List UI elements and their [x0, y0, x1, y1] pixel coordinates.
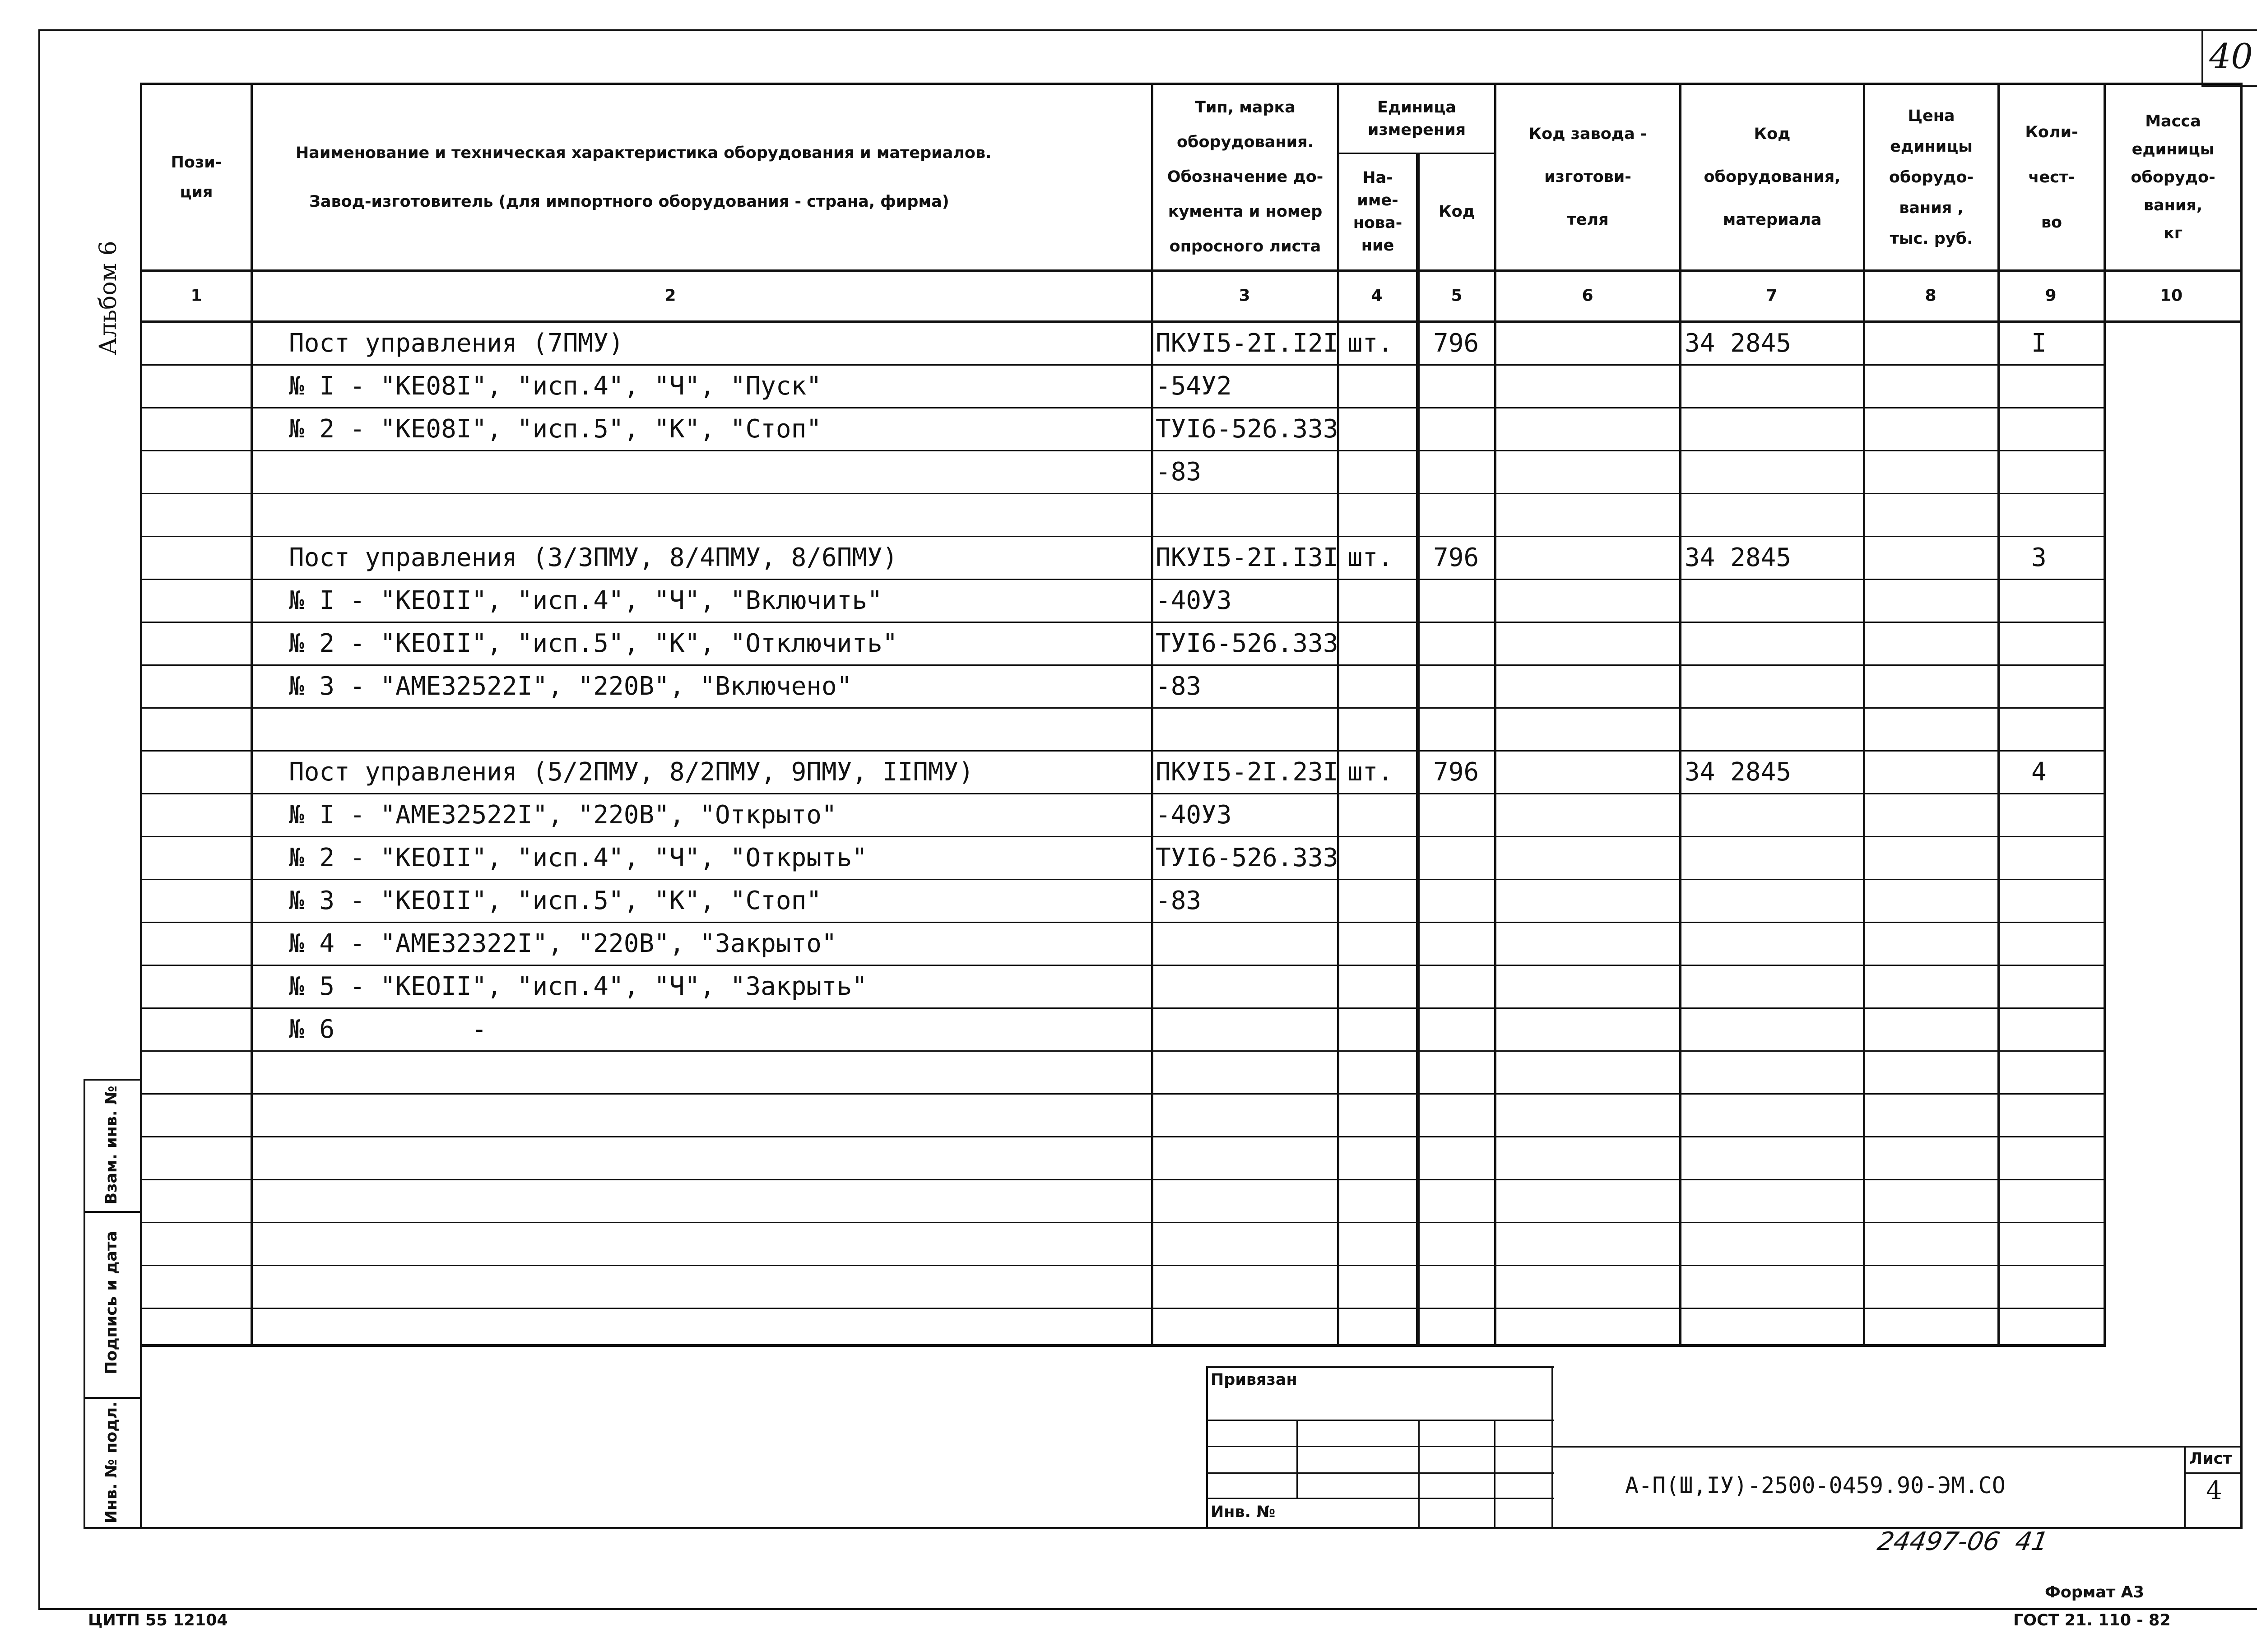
tb-h3	[1206, 1472, 1554, 1474]
tb-doc-code: А-П(Ш,IУ)-2500-0459.90-ЭМ.СО	[1625, 1472, 2006, 1499]
cell-name: № 3 - "КЕОII", "исп.5", "К", "Стоп"	[289, 886, 822, 915]
cell-name: № 2 - "КЕ08I", "исп.5", "К", "Стоп"	[289, 414, 822, 444]
cell-code: 796	[1433, 543, 1479, 572]
col-divider-8	[1997, 83, 2000, 1346]
cell-unit: шт.	[1347, 543, 1393, 572]
archive-number: 24497-06 41	[1875, 1527, 2051, 1556]
tb-privyazan-label: Привязан	[1211, 1371, 1297, 1389]
row-separator	[140, 1050, 2106, 1052]
cell-code: 796	[1433, 329, 1479, 358]
col-divider-9	[2104, 83, 2106, 1346]
stamp-left	[84, 1079, 85, 1529]
row-separator	[140, 750, 2106, 752]
header-col6: Код завода - изготови- теля	[1528, 125, 1647, 229]
tb-list-div	[2184, 1472, 2243, 1474]
cell-type: -40У3	[1156, 800, 1232, 830]
row-separator	[140, 1093, 2106, 1095]
cell-name: № I - "КЕ08I", "исп.4", "Ч", "Пуск"	[289, 371, 822, 401]
row-separator	[140, 450, 2106, 451]
tb-h2	[1206, 1446, 1554, 1447]
colnum-8: 8	[1925, 286, 1937, 305]
stamp-inv-label: Инв. № подл.	[102, 1401, 121, 1524]
table-right	[2240, 83, 2243, 1529]
row-separator	[140, 879, 2106, 880]
tb-v3	[1494, 1420, 1495, 1529]
tb-v2	[1418, 1420, 1420, 1529]
row-separator	[140, 922, 2106, 923]
colnum-2: 2	[664, 286, 676, 305]
cell-qty: 4	[2031, 757, 2047, 787]
header-col9: Коли- чест- во	[2025, 123, 2078, 232]
stamp-inner	[141, 1079, 142, 1529]
cell-type: -40У3	[1156, 586, 1232, 615]
cell-qty: 3	[2031, 543, 2047, 572]
colnum-3: 3	[1239, 286, 1250, 305]
cell-name: № I - "КЕОII", "исп.4", "Ч", "Включить"	[289, 586, 882, 615]
row-separator	[140, 707, 2106, 709]
cell-type: ПКУI5-2I.23I	[1156, 757, 1338, 787]
cell-name: № 3 - "АМЕ32522I", "220В", "Включено"	[289, 672, 852, 701]
cell-equip-code: 34 2845	[1685, 543, 1792, 572]
header-col2: Наименование и техническая характеристика оборудования и материалов. Завод-изготовитель (для импортного оборудования - страна, фирма)	[296, 144, 992, 211]
col-divider-2	[1151, 83, 1153, 1346]
colnum-5: 5	[1451, 286, 1463, 305]
cell-unit: шт.	[1347, 329, 1393, 358]
cell-type: ПКУI5-2I.I3I	[1156, 543, 1338, 572]
body-bottom	[140, 1344, 2106, 1347]
colnum-10: 10	[2159, 286, 2183, 305]
colnum-4: 4	[1371, 286, 1383, 305]
footer-left: ЦИТП 55 12104	[88, 1611, 228, 1629]
cell-name: Пост управления (5/2ПМУ, 8/2ПМУ, 9ПМУ, IIПМУ)	[289, 757, 974, 787]
header-col10: Масса единицы оборудо- вания, кг	[2131, 112, 2215, 242]
tb-privyazan-top	[1206, 1366, 1554, 1368]
tb-h4	[1206, 1498, 1554, 1499]
cell-code: 796	[1433, 757, 1479, 787]
cell-type: ТУI6-526.333	[1156, 414, 1338, 444]
row-separator	[140, 622, 2106, 623]
row-separator	[140, 1222, 2106, 1223]
cell-type: -83	[1156, 672, 1202, 701]
cell-name: № I - "АМЕ32522I", "220В", "Открыто"	[289, 800, 837, 830]
row-separator	[140, 579, 2106, 580]
corner-sheet-number: 40	[2209, 36, 2253, 76]
cell-name: № 2 - "КЕОII", "исп.5", "К", "Отключить"	[289, 629, 898, 658]
row-separator	[140, 664, 2106, 666]
colnum-bottom	[140, 320, 2243, 323]
header-bottom	[140, 269, 2243, 272]
row-separator	[140, 1136, 2106, 1137]
row-separator	[140, 1308, 2106, 1309]
tb-list-number: 4	[2206, 1476, 2222, 1505]
tb-privyazan-left	[1206, 1366, 1208, 1529]
cell-equip-code: 34 2845	[1685, 757, 1792, 787]
header-col4: На- име- нова- ние	[1353, 169, 1402, 255]
footer-gost: ГОСТ 21. 110 - 82	[2013, 1611, 2171, 1629]
cell-type: -54У2	[1156, 371, 1232, 401]
cell-qty: I	[2031, 329, 2047, 358]
row-separator	[140, 1179, 2106, 1180]
header-col7: Код оборудования, материала	[1704, 125, 1841, 229]
cell-type: ПКУI5-2I.I2I	[1156, 329, 1338, 358]
row-separator	[140, 836, 2106, 837]
header-col8: Цена единицы оборудо- вания , тыс. руб.	[1889, 107, 1974, 248]
stamp-podpis-label: Подпись и дата	[102, 1231, 121, 1374]
row-separator	[140, 1007, 2106, 1009]
cell-equip-code: 34 2845	[1685, 329, 1792, 358]
header-col3: Тип, марка оборудования. Обозначение до- кумента и номер опросного листа	[1167, 98, 1324, 255]
outer-frame-top	[38, 29, 2257, 31]
row-separator	[140, 1265, 2106, 1266]
outer-frame-bottom	[38, 1608, 2257, 1610]
col-divider-1	[251, 83, 253, 1346]
cell-name: № 6 -	[289, 1015, 487, 1044]
cell-name: № 4 - "АМЕ32322I", "220В", "Закрыто"	[289, 929, 837, 958]
cell-type: ТУI6-526.333	[1156, 629, 1338, 658]
header-col5: Код	[1439, 203, 1475, 221]
colnum-9: 9	[2045, 286, 2057, 305]
header-unit-group: Единица измерения	[1367, 98, 1466, 139]
cell-name: № 5 - "КЕОII", "исп.4", "Ч", "Закрыть"	[289, 972, 868, 1001]
row-separator	[140, 493, 2106, 494]
tb-h1	[1206, 1420, 1554, 1421]
footer-format: Формат А3	[2045, 1583, 2144, 1601]
cell-name: Пост управления (7ПМУ)	[289, 329, 624, 358]
tb-list-label: Лист	[2189, 1450, 2232, 1468]
tb-main-top	[1551, 1446, 2243, 1448]
row-separator	[140, 364, 2106, 366]
col-divider-6	[1679, 83, 1681, 1346]
tb-privyazan-right	[1551, 1366, 1553, 1529]
row-separator	[140, 965, 2106, 966]
col-divider-5	[1494, 83, 1496, 1346]
cell-type: ТУI6-526.333	[1156, 843, 1338, 872]
row-separator	[140, 407, 2106, 408]
row-separator	[140, 793, 2106, 794]
colnum-6: 6	[1582, 286, 1593, 305]
colnum-7: 7	[1766, 286, 1778, 305]
cell-name: № 2 - "КЕОII", "исп.4", "Ч", "Открыть"	[289, 843, 868, 872]
col-divider-7	[1863, 83, 1865, 1346]
album-label: Альбом 6	[95, 241, 122, 355]
cell-type: -83	[1156, 886, 1202, 915]
col-divider-3	[1337, 83, 1339, 1346]
col-divider-4	[1416, 153, 1420, 1346]
cell-type: -83	[1156, 457, 1202, 487]
tb-v1	[1296, 1420, 1298, 1498]
stamp-vzam-label: Взам. инв. №	[102, 1086, 121, 1205]
stamp-div-1	[84, 1211, 141, 1213]
outer-frame-left	[38, 29, 40, 1610]
cell-unit: шт.	[1347, 757, 1393, 787]
tb-inv-label: Инв. №	[1211, 1503, 1276, 1521]
colnum-1: 1	[190, 286, 202, 305]
row-separator	[140, 536, 2106, 537]
header-col1: Пози- ция	[171, 153, 222, 201]
cell-name: Пост управления (3/3ПМУ, 8/4ПМУ, 8/6ПМУ)	[289, 543, 898, 572]
corner-box-left	[2201, 29, 2203, 87]
